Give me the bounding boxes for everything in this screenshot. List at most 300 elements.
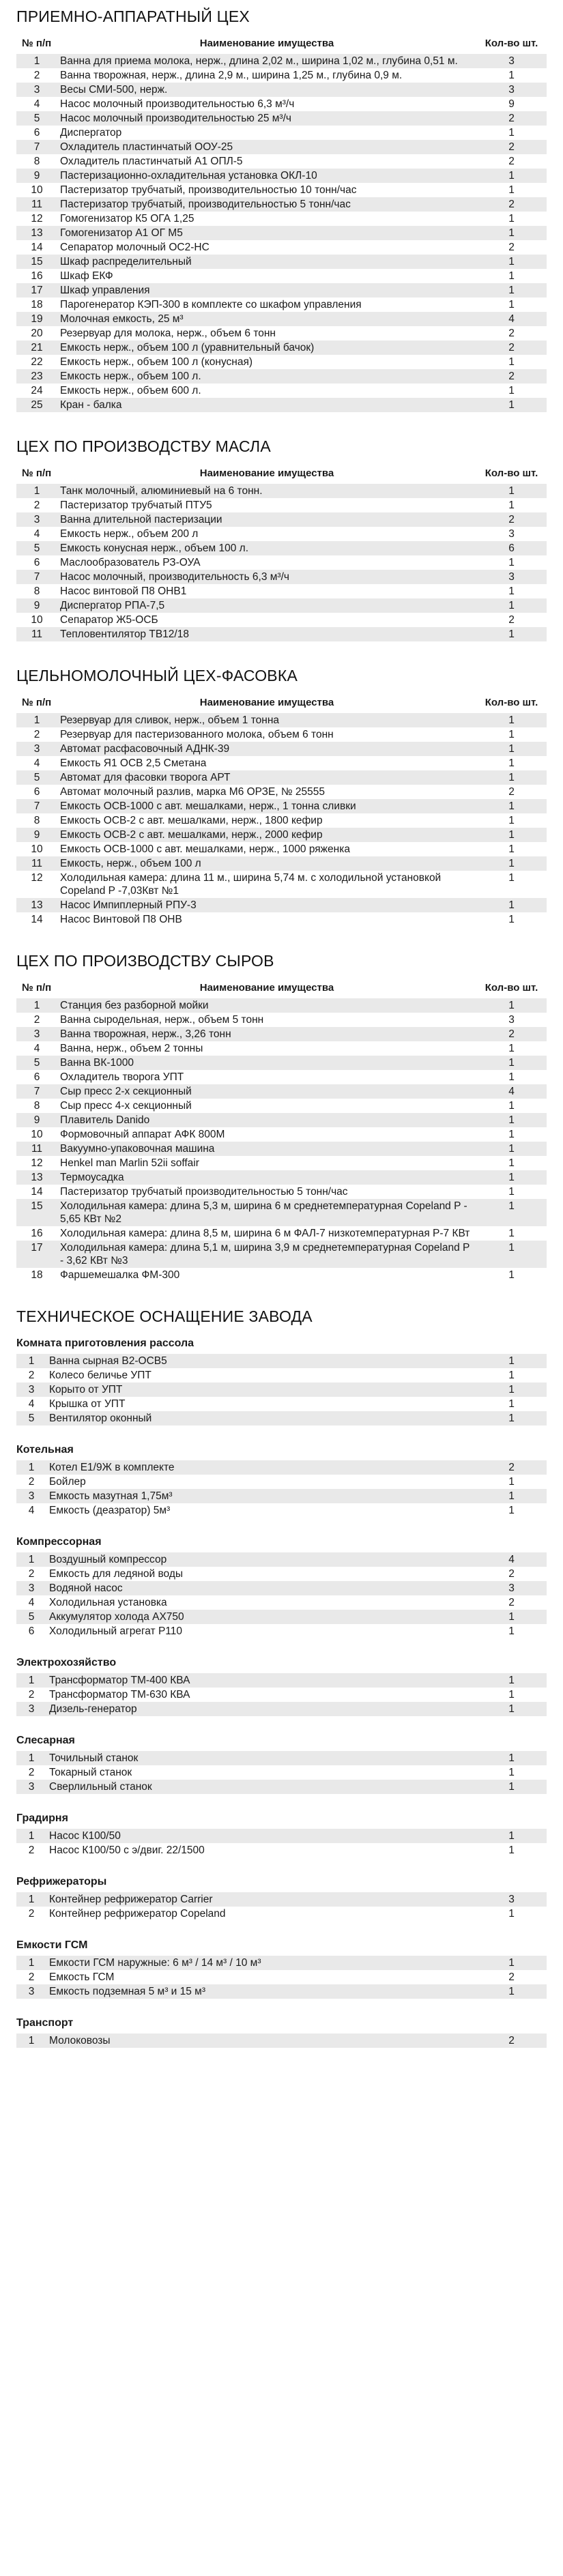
group-title: Градирня [16,1812,68,1824]
item-name: Резервуар для сливок, нерж., объем 1 тонна [60,714,279,726]
item-quantity: 2 [508,371,515,382]
row-number: 2 [28,1568,35,1580]
row-number: 6 [33,557,40,568]
row-number: 20 [31,328,43,339]
table-row [16,383,547,398]
item-name: Емкость ОСВ-2 с авт. мешалками, нерж., 1800 кефир [60,815,323,826]
row-number: 1 [33,55,40,67]
table-row [16,1843,547,1857]
item-quantity: 3 [508,84,515,96]
table-row [16,1702,547,1716]
table-row [16,54,547,68]
row-number: 24 [31,385,43,396]
item-name: Сыр пресс 2-х секционный [60,1086,192,1097]
item-name: Термоусадка [60,1172,124,1183]
table-row [16,813,547,828]
table-row [16,111,547,126]
row-number: 9 [33,829,40,841]
table-row [16,898,547,912]
equipment-table [16,1751,547,1794]
equipment-table [16,1552,547,1638]
table-row [16,298,547,312]
item-quantity: 1 [508,1413,515,1424]
table-row [16,1984,547,1999]
item-name: Молочная емкость, 25 м³ [60,313,184,325]
item-quantity: 1 [508,500,515,511]
row-number: 1 [28,1355,35,1367]
group-title: Электрохозяйство [16,1657,117,1668]
row-number: 5 [33,113,40,124]
row-number: 6 [33,127,40,139]
row-number: 5 [28,1413,35,1424]
row-number: 3 [28,1781,35,1793]
col-name-header: Наименование имущества [199,697,334,708]
table-row [16,570,547,584]
row-number: 7 [33,800,40,812]
item-name: Насос винтовой П8 ОНВ1 [60,585,187,597]
row-number: 9 [33,600,40,611]
item-quantity: 1 [508,1100,515,1112]
inventory-table [16,981,547,1282]
item-quantity: 1 [508,1490,515,1502]
item-quantity: 1 [508,485,515,497]
item-quantity: 2 [508,1462,515,1473]
item-name: Емкость конусная нерж., объем 100 л. [60,542,249,554]
table-row [16,197,547,212]
row-number: 1 [28,1752,35,1764]
item-quantity: 4 [508,1554,515,1565]
item-name: Сепаратор Ж5-ОСБ [60,614,158,626]
item-name: Формовочный аппарат АФК 800М [60,1129,225,1140]
table-row [16,1354,547,1368]
row-number: 10 [31,1129,43,1140]
item-quantity: 1 [508,1675,515,1686]
row-number: 2 [33,1014,40,1026]
table-row [16,240,547,255]
item-quantity: 1 [508,184,515,196]
item-name: Тепловентилятор ТВ12/18 [60,628,189,640]
table-row [16,613,547,627]
group-title: Комната приготовления рассола [16,1337,194,1349]
table-row [16,1099,547,1113]
group-title: Слесарная [16,1735,75,1746]
row-number: 5 [28,1611,35,1623]
item-name: Пастеризатор трубчатый, производительностью 5 тонн/час [60,199,351,210]
item-name: Пастеризатор трубчатый ПТУ5 [60,500,212,511]
table-row [16,1013,547,1027]
row-number: 23 [31,371,43,382]
group-title: Рефрижераторы [16,1876,107,1887]
item-quantity: 2 [508,1597,515,1608]
table-row [16,598,547,613]
row-number: 2 [33,70,40,81]
item-quantity: 1 [508,1908,515,1920]
row-number: 2 [28,1908,35,1920]
item-name: Резервуар для молока, нерж., объем 6 тонн [60,328,276,339]
row-number: 7 [33,141,40,153]
item-quantity: 2 [508,342,515,353]
row-number: 2 [28,1370,35,1381]
item-name: Емкость нерж., объем 600 л. [60,385,201,396]
table-row [16,856,547,871]
table-row [16,68,547,83]
row-number: 3 [28,1703,35,1715]
item-quantity: 2 [508,786,515,798]
item-name: Автомат расфасовочный АДНК-39 [60,743,230,755]
item-quantity: 1 [508,1370,515,1381]
table-row [16,1056,547,1070]
item-quantity: 1 [508,1505,515,1516]
item-quantity: 1 [508,557,515,568]
item-quantity: 1 [508,628,515,640]
item-name: Диспергатор РПА-7,5 [60,600,165,611]
row-number: 2 [28,1844,35,1856]
row-number: 1 [28,1675,35,1686]
item-name: Ванна сыродельная, нерж., объем 5 тонн [60,1014,264,1026]
item-name: Емкость нерж., объем 100 л (уравнительный бачок) [60,342,315,353]
item-quantity: 1 [508,256,515,267]
col-num-header: № п/п [22,38,52,49]
table-row [16,312,547,326]
row-number: 10 [31,614,43,626]
item-name: Ванна длительной пастеризации [60,514,222,525]
item-name: Емкость (деазратор) 5м³ [49,1505,171,1516]
item-quantity: 1 [508,227,515,239]
item-quantity: 3 [508,1894,515,1905]
table-row [16,283,547,298]
table-row [16,1368,547,1383]
item-quantity: 2 [508,199,515,210]
row-number: 4 [28,1398,35,1410]
item-quantity: 1 [508,714,515,726]
item-quantity: 1 [508,1071,515,1083]
item-quantity: 1 [508,800,515,812]
item-quantity: 1 [508,1057,515,1069]
item-quantity: 2 [508,113,515,124]
col-name-header: Наименование имущества [199,38,334,49]
item-name: Диспергатор [60,127,122,139]
item-name: Ванна для приема молока, нерж., длина 2,02 м., ширина 1,02 м., глубина 0,51 м. [60,55,458,67]
item-quantity: 2 [508,328,515,339]
item-quantity: 1 [508,1384,515,1395]
table-row [16,1892,547,1907]
row-number: 8 [33,815,40,826]
table-body [16,713,547,927]
row-number: 3 [33,743,40,755]
item-name: Контейнер рефрижератор Copeland [49,1908,226,1920]
row-number: 13 [31,899,43,911]
item-name: Емкость Я1 ОСВ 2,5 Сметана [60,757,207,769]
item-name: Крышка от УПТ [49,1398,126,1410]
item-quantity: 1 [508,1269,515,1281]
item-quantity: 1 [508,356,515,368]
item-quantity: 1 [508,399,515,411]
table-row [16,1084,547,1099]
table-row [16,512,547,527]
table-row [16,169,547,183]
row-number: 11 [31,1143,43,1155]
item-quantity: 9 [508,98,515,110]
item-name: Сыр пресс 4-х секционный [60,1100,192,1112]
row-number: 9 [33,170,40,182]
row-number: 4 [28,1505,35,1516]
table-row [16,828,547,842]
item-name: Холодильная установка [49,1597,167,1608]
table-row [16,1460,547,1475]
item-quantity: 3 [508,1014,515,1026]
item-name: Ванна ВК-1000 [60,1057,134,1069]
inventory-table [16,467,547,641]
table-row [16,1567,547,1581]
item-quantity: 1 [508,1781,515,1793]
item-quantity: 1 [508,600,515,611]
item-name: Ванна, нерж., объем 2 тонны [60,1043,203,1054]
item-name: Трансформатор ТМ-400 КВА [49,1675,190,1686]
item-quantity: 1 [508,772,515,783]
item-quantity: 1 [508,1986,515,1997]
row-number: 2 [33,500,40,511]
item-name: Дизель-генератор [49,1703,137,1715]
row-number: 4 [33,757,40,769]
item-quantity: 4 [508,313,515,325]
item-name: Танк молочный, алюминиевый на 6 тонн. [60,485,263,497]
item-name: Молоковозы [49,2035,111,2046]
table-row [16,1970,547,1984]
col-qty-header: Кол-во шт. [485,38,538,49]
item-name: Станция без разборной мойки [60,1000,209,1011]
item-name: Контейнер рефрижератор Carrier [49,1894,213,1905]
table-row [16,255,547,269]
item-name: Автомат молочный разлив, марка М6 ОРЗЕ, № 25555 [60,786,326,798]
table-row [16,799,547,813]
table-body [16,998,547,1282]
row-number: 17 [31,285,43,296]
item-name: Емкость подземная 5 м³ и 15 м³ [49,1986,205,1997]
col-num-header: № п/п [22,697,52,708]
table-row [16,1503,547,1518]
row-number: 3 [33,514,40,525]
row-number: 3 [33,84,40,96]
table-row [16,742,547,756]
table-row [16,1624,547,1638]
row-number: 1 [33,1000,40,1011]
item-name: Емкости ГСМ наружные: 6 м³ / 14 м³ / 10 м³ [49,1957,261,1969]
table-row [16,1673,547,1688]
table-body [16,54,547,412]
row-number: 2 [28,1476,35,1488]
item-quantity: 1 [508,1000,515,1011]
table-row [16,1226,547,1241]
table-row [16,555,547,570]
equipment-table [16,1354,547,1426]
table-row [16,1581,547,1595]
item-name: Водяной насос [49,1582,123,1594]
row-number: 14 [31,1186,43,1198]
row-number: 7 [33,571,40,583]
table-row [16,1027,547,1041]
col-name-header: Наименование имущества [199,982,334,994]
table-row [16,998,547,1013]
row-number: 9 [33,1114,40,1126]
item-name: Емкость ГСМ [49,1971,115,1983]
item-name: Весы СМИ-500, нерж. [60,84,168,96]
item-name: Емкость ОСВ-2 с авт. мешалками, нерж., 2000 кефир [60,829,323,841]
item-quantity: 1 [508,385,515,396]
item-name: Токарный станок [49,1767,132,1778]
table-row [16,770,547,785]
item-name: Автомат для фасовки творога АРТ [60,772,231,783]
item-name: Колесо беличье УПТ [49,1370,151,1381]
item-name: Емкость мазутная 1,75м³ [49,1490,173,1502]
item-quantity: 1 [508,872,515,884]
item-quantity: 2 [508,1028,515,1040]
table-row [16,871,547,898]
row-number: 12 [31,1157,43,1169]
table-row [16,1765,547,1780]
item-quantity: 1 [508,127,515,139]
table-row [16,1142,547,1156]
row-number: 3 [28,1986,35,1997]
item-quantity: 1 [508,729,515,740]
item-name: Шкаф распределительный [60,256,192,267]
equipment-table [16,2034,547,2048]
table-row [16,1156,547,1170]
item-quantity: 1 [508,170,515,182]
item-quantity: 1 [508,213,515,225]
group-title: Компрессорная [16,1536,102,1548]
item-name: Шкаф ЕКФ [60,270,113,282]
row-number: 4 [28,1597,35,1608]
item-name: Насос молочный производительностью 25 м³/ч [60,113,291,124]
item-quantity: 2 [508,514,515,525]
table-row [16,484,547,498]
item-quantity: 1 [508,585,515,597]
table-row [16,1241,547,1268]
item-name: Пастеризационно-охладительная установка ОКЛ-10 [60,170,317,182]
row-number: 19 [31,313,43,325]
section-title: ЦЕЛЬНОМОЛОЧНЫЙ ЦЕХ-ФАСОВКА [16,667,298,684]
item-name: Ванна сырная В2-ОСВ5 [49,1355,167,1367]
table-row [16,1185,547,1199]
table-row [16,584,547,598]
item-name: Точильный станок [49,1752,139,1764]
table-row [16,1041,547,1056]
item-quantity: 1 [508,1143,515,1155]
item-name: Пастеризатор трубчатый, производительностью 10 тонн/час [60,184,357,196]
item-quantity: 2 [508,2035,515,2046]
table-row [16,154,547,169]
row-number: 15 [31,256,43,267]
item-name: Насос Импиплерный РПУ-3 [60,899,197,911]
item-name: Емкость ОСВ-1000 с авт. мешалками, нерж., 1 тонна сливки [60,800,356,812]
row-number: 18 [31,299,43,310]
item-name: Вакуумно-упаковочная машина [60,1143,215,1155]
row-number: 8 [33,585,40,597]
item-name: Емкость нерж., объем 100 л (конусная) [60,356,253,368]
table-row [16,1552,547,1567]
item-quantity: 1 [508,285,515,296]
row-number: 1 [28,1462,35,1473]
item-name: Емкость нерж., объем 100 л. [60,371,201,382]
item-quantity: 2 [508,242,515,253]
table-row [16,1610,547,1624]
item-quantity: 1 [508,1689,515,1701]
row-number: 1 [28,1894,35,1905]
item-name: Шкаф управления [60,285,150,296]
row-number: 3 [33,1028,40,1040]
item-name: Корыто от УПТ [49,1384,123,1395]
table-row [16,1070,547,1084]
col-num-header: № п/п [22,467,52,479]
table-row [16,183,547,197]
row-number: 14 [31,242,43,253]
row-number: 4 [33,98,40,110]
item-quantity: 1 [508,858,515,869]
row-number: 11 [31,628,43,640]
row-number: 6 [33,786,40,798]
row-number: 11 [31,199,43,210]
item-quantity: 1 [508,1957,515,1969]
table-row [16,1688,547,1702]
row-number: 13 [31,1172,43,1183]
table-row [16,541,547,555]
table-row [16,398,547,412]
row-number: 1 [28,1554,35,1565]
item-name: Насос молочный производительностью 6,3 м³/ч [60,98,295,110]
inventory-table [16,37,547,412]
section-title: ЦЕХ ПО ПРОИЗВОДСТВУ МАСЛА [16,437,271,455]
item-name: Охладитель пластинчатый ООУ-25 [60,141,233,153]
row-number: 6 [33,1071,40,1083]
row-number: 12 [31,213,43,225]
table-row [16,1829,547,1843]
section-title: ПРИЕМНО-АППАРАТНЫЙ ЦЕХ [16,8,250,25]
item-quantity: 1 [508,270,515,282]
row-number: 6 [28,1625,35,1637]
row-number: 4 [33,528,40,540]
table-row [16,1397,547,1411]
item-name: Фаршемешалка ФМ-300 [60,1269,180,1281]
row-number: 1 [28,1957,35,1969]
row-number: 3 [28,1490,35,1502]
item-name: Ванна творожная, нерж., 3,26 тонн [60,1028,231,1040]
table-row [16,369,547,383]
table-row [16,842,547,856]
table-row [16,1170,547,1185]
item-quantity: 1 [508,1703,515,1715]
item-name: Емкость нерж., объем 200 л [60,528,199,540]
table-body [16,484,547,641]
row-number: 21 [31,342,43,353]
table-row [16,1127,547,1142]
item-name: Емкость для ледяной воды [49,1568,184,1580]
item-quantity: 1 [508,1611,515,1623]
item-quantity: 2 [508,141,515,153]
item-name: Насос К100/50 с э/двиг. 22/1500 [49,1844,205,1856]
row-number: 17 [31,1242,43,1254]
col-qty-header: Кол-во шт. [485,982,538,994]
row-number: 18 [31,1269,43,1281]
item-quantity: 1 [508,1157,515,1169]
table-row [16,2034,547,2048]
item-name: Насос К100/50 [49,1830,121,1842]
row-number: 14 [31,914,43,925]
item-quantity: 1 [508,757,515,769]
item-quantity: 1 [508,1186,515,1198]
item-quantity: 1 [508,815,515,826]
row-number: 10 [31,184,43,196]
item-quantity: 1 [508,1129,515,1140]
